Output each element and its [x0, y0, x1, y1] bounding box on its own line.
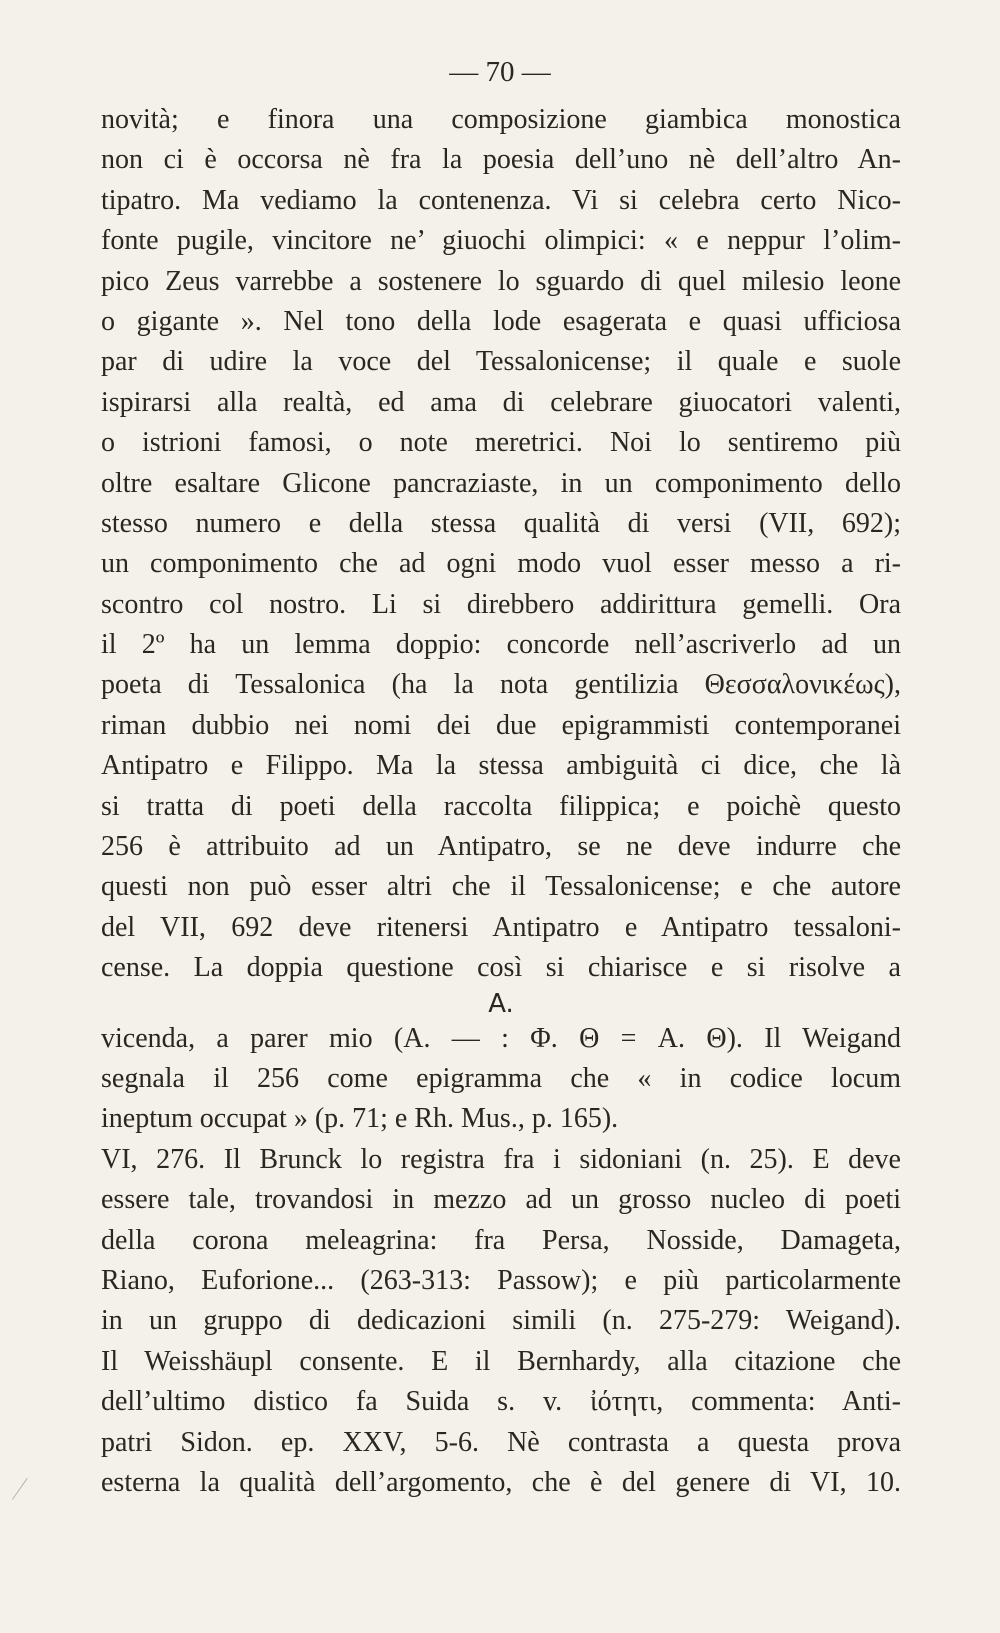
- text-line: della corona meleagrina: fra Persa, Nosside, Damageta,: [101, 1224, 901, 1256]
- text-line: VI, 276. Il Brunck lo registra fra i sidoniani (n. 25). E deve: [101, 1143, 901, 1175]
- page-number: — 70 —: [449, 56, 551, 88]
- margin-pencil-mark: [12, 1478, 39, 1508]
- text-line: pico Zeus varrebbe a sostenere lo sguardo di quel milesio leone: [101, 265, 901, 297]
- text-line: poeta di Tessalonica (ha la nota gentilizia Θεσσαλονικέως),: [101, 669, 901, 701]
- text-line: questi non può esser altri che il Tessalonicense; e che autore: [101, 871, 901, 903]
- text-line: in un gruppo di dedicazioni simili (n. 275-279: Weigand).: [101, 1305, 901, 1337]
- text-line: ispirarsi alla realtà, ed ama di celebrare giuocatori valenti,: [101, 386, 901, 418]
- text-line: non ci è occorsa nè fra la poesia dell’uno nè dell’altro An-: [101, 144, 901, 176]
- text-line: si tratta di poeti della raccolta filippica; e poichè questo: [101, 790, 901, 822]
- text-line: Riano, Euforione... (263-313: Passow); e più particolarmente: [101, 1264, 901, 1296]
- text-line: il 2º ha un lemma doppio: concorde nell’ascriverlo ad un: [101, 629, 901, 661]
- text-line: Antipatro e Filippo. Ma la stessa ambiguità ci dice, che là: [101, 750, 901, 782]
- body-text: [101, 100, 901, 1503]
- text-line: vicenda, a parer mio (A. — : Φ. Θ = A. Θ). Il Weigand: [101, 1022, 901, 1054]
- text-line: o istrioni famosi, o note meretrici. Noi lo sentiremo più: [101, 427, 901, 459]
- text-line: segnala il 256 come epigramma che « in codice locum: [101, 1062, 901, 1094]
- text-line: scontro col nostro. Li si direbbero addirittura gemelli. Ora: [101, 588, 901, 620]
- text-line: 256 è attribuito ad un Antipatro, se ne deve indurre che: [101, 831, 901, 863]
- text-line: patri Sidon. ep. XXV, 5-6. Nè contrasta a questa prova: [101, 1426, 901, 1458]
- text-line: Il Weisshäupl consente. E il Bernhardy, alla citazione che: [101, 1345, 901, 1377]
- text-line: oltre esaltare Glicone pancraziaste, in un componimento dello: [101, 467, 901, 499]
- text-line: dell’ultimo distico fa Suida s. v. ἰότητι, commenta: Anti-: [101, 1386, 901, 1418]
- text-line: ineptum occupat » (p. 71; e Rh. Mus., p. 165).: [101, 1103, 619, 1135]
- text-line: esterna la qualità dell’argomento, che è del genere di VI, 10.: [101, 1466, 901, 1498]
- text-line: tipatro. Ma vediamo la contenenza. Vi si celebra certo Nico-: [101, 184, 901, 216]
- text-line: un componimento che ad ogni modo vuol esser messo a ri-: [101, 548, 901, 580]
- formula-superscript: A.: [488, 988, 514, 1019]
- text-line: cense. La doppia questione così si chiarisce e si risolve a: [101, 952, 901, 984]
- text-line: fonte pugile, vincitore ne’ giuochi olimpici: « e neppur l’olim-: [101, 225, 901, 257]
- text-line: del VII, 692 deve ritenersi Antipatro e Antipatro tessaloni-: [101, 911, 901, 943]
- text-line: o gigante ». Nel tono della lode esagerata e quasi ufficiosa: [101, 305, 901, 337]
- text-line: par di udire la voce del Tessalonicense; il quale e suole: [101, 346, 901, 378]
- text-line: novità; e finora una composizione giambica monostica: [101, 104, 901, 135]
- text-line: stesso numero e della stessa qualità di versi (VII, 692);: [101, 507, 901, 539]
- text-line: essere tale, trovandosi in mezzo ad un grosso nucleo di poeti: [101, 1184, 901, 1216]
- text-line: riman dubbio nei nomi dei due epigrammisti contemporanei: [101, 709, 901, 741]
